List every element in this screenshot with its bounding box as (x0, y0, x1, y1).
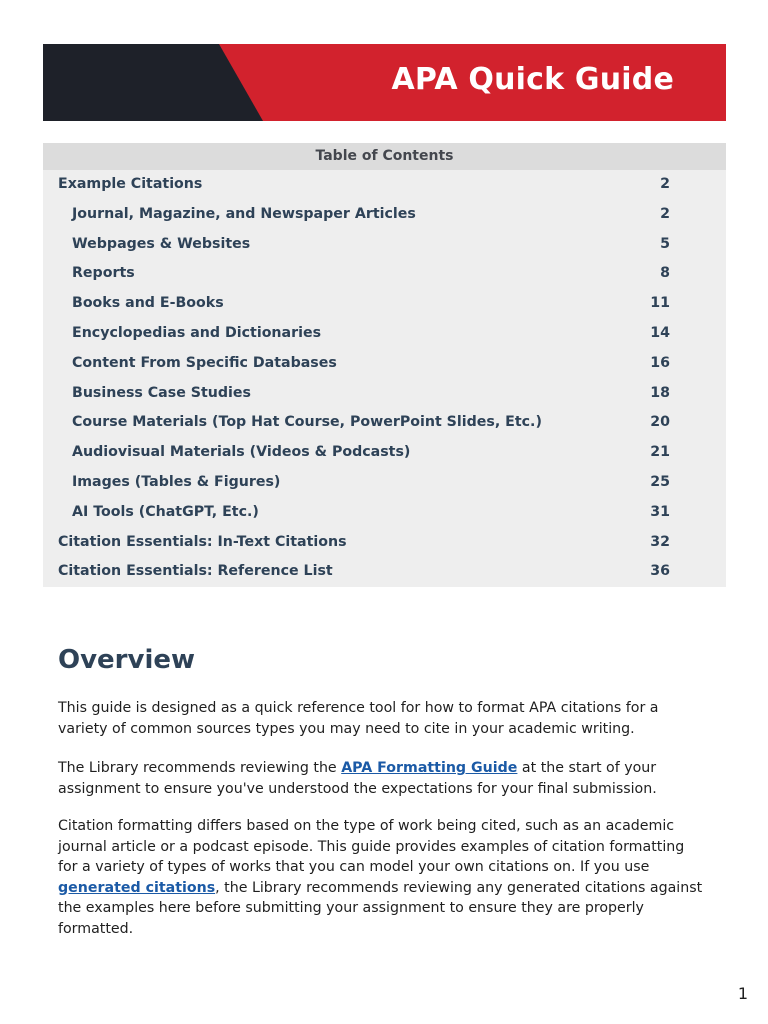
toc-entry-label: Course Materials (Top Hat Course, PowerPoint Slides, Etc.) (72, 414, 542, 431)
toc-entry[interactable] (43, 531, 726, 553)
toc-entry-label: AI Tools (ChatGPT, Etc.) (72, 503, 259, 520)
toc-entry-page: 11 (650, 295, 670, 312)
toc-entry-label: Reports (72, 265, 135, 282)
toc-entry[interactable] (43, 262, 726, 284)
toc-entry[interactable] (43, 233, 726, 255)
toc-entry-page: 16 (650, 354, 670, 371)
page-number: 1 (737, 984, 748, 1003)
toc-entry-page: 14 (650, 325, 670, 341)
toc-entry-label: Example Citations (58, 176, 203, 192)
table-of-contents (43, 143, 726, 587)
toc-entry-page: 36 (650, 563, 670, 580)
generated-citations-link[interactable]: generated citations (58, 879, 216, 896)
toc-entry[interactable] (43, 203, 726, 225)
toc-entry-page: 32 (650, 533, 670, 550)
paragraph-text: , the Library recommends reviewing any generated citations against the examples here before submitting your assignment to ensure they are properly formatted. (58, 879, 703, 937)
toc-header: Table of Contents (43, 143, 726, 170)
toc-entry-label: Citation Essentials: In-Text Citations (58, 533, 347, 550)
overview-heading: Overview (58, 645, 196, 675)
overview-paragraph-2 (58, 758, 708, 799)
header-banner (43, 44, 726, 121)
toc-entry[interactable] (43, 441, 726, 463)
toc-entry-label: Business Case Studies (72, 384, 251, 401)
toc-entry-label: Journal, Magazine, and Newspaper Articles (72, 205, 416, 222)
toc-entry[interactable] (43, 173, 726, 195)
toc-entry[interactable] (43, 471, 726, 493)
toc-entry[interactable] (43, 382, 726, 404)
paragraph-text: The Library recommends reviewing the (58, 760, 342, 776)
document-title: APA Quick Guide (391, 62, 674, 97)
toc-entry[interactable] (43, 501, 726, 523)
toc-entry-label: Images (Tables & Figures) (72, 474, 281, 490)
toc-entry[interactable] (43, 352, 726, 374)
toc-entry[interactable] (43, 322, 726, 344)
toc-entry-page: 5 (660, 235, 670, 252)
toc-entry[interactable] (43, 292, 726, 314)
toc-entry[interactable] (43, 411, 726, 433)
paragraph-text: Citation formatting differs based on the type of work being cited, such as an academic journal article or a podcast episode. This guide provides examples of citation formatting for a variety of types of works that you can model your own citations on. If you use (58, 818, 685, 875)
toc-entry-page: 2 (660, 176, 670, 192)
toc-entry-page: 25 (650, 474, 670, 490)
toc-entry[interactable] (43, 560, 726, 582)
toc-entry-label: Webpages & Websites (72, 235, 251, 252)
toc-entry-label: Audiovisual Materials (Videos & Podcasts) (72, 444, 411, 461)
apa-formatting-guide-link[interactable]: APA Formatting Guide (341, 760, 518, 776)
toc-entry-page: 18 (650, 384, 670, 401)
toc-entry-label: Books and E-Books (72, 295, 224, 312)
toc-entry-label: Encyclopedias and Dictionaries (72, 325, 322, 341)
overview-paragraph-3 (58, 816, 708, 939)
paragraph-text: at the start of your assignment to ensure you've understood the expectations for your final submission. (58, 760, 657, 797)
toc-entry-page: 8 (660, 265, 670, 282)
toc-entry-label: Content From Specific Databases (72, 354, 337, 371)
toc-entry-page: 20 (650, 414, 670, 431)
overview-paragraph-1: This guide is designed as a quick reference tool for how to format APA citations for a variety of common sources types you may need to cite in your academic writing. (58, 700, 659, 737)
toc-entry-page: 2 (660, 205, 670, 222)
toc-entry-label: Citation Essentials: Reference List (58, 563, 333, 580)
toc-entry-page: 31 (650, 503, 670, 520)
toc-entry-page: 21 (650, 444, 670, 461)
